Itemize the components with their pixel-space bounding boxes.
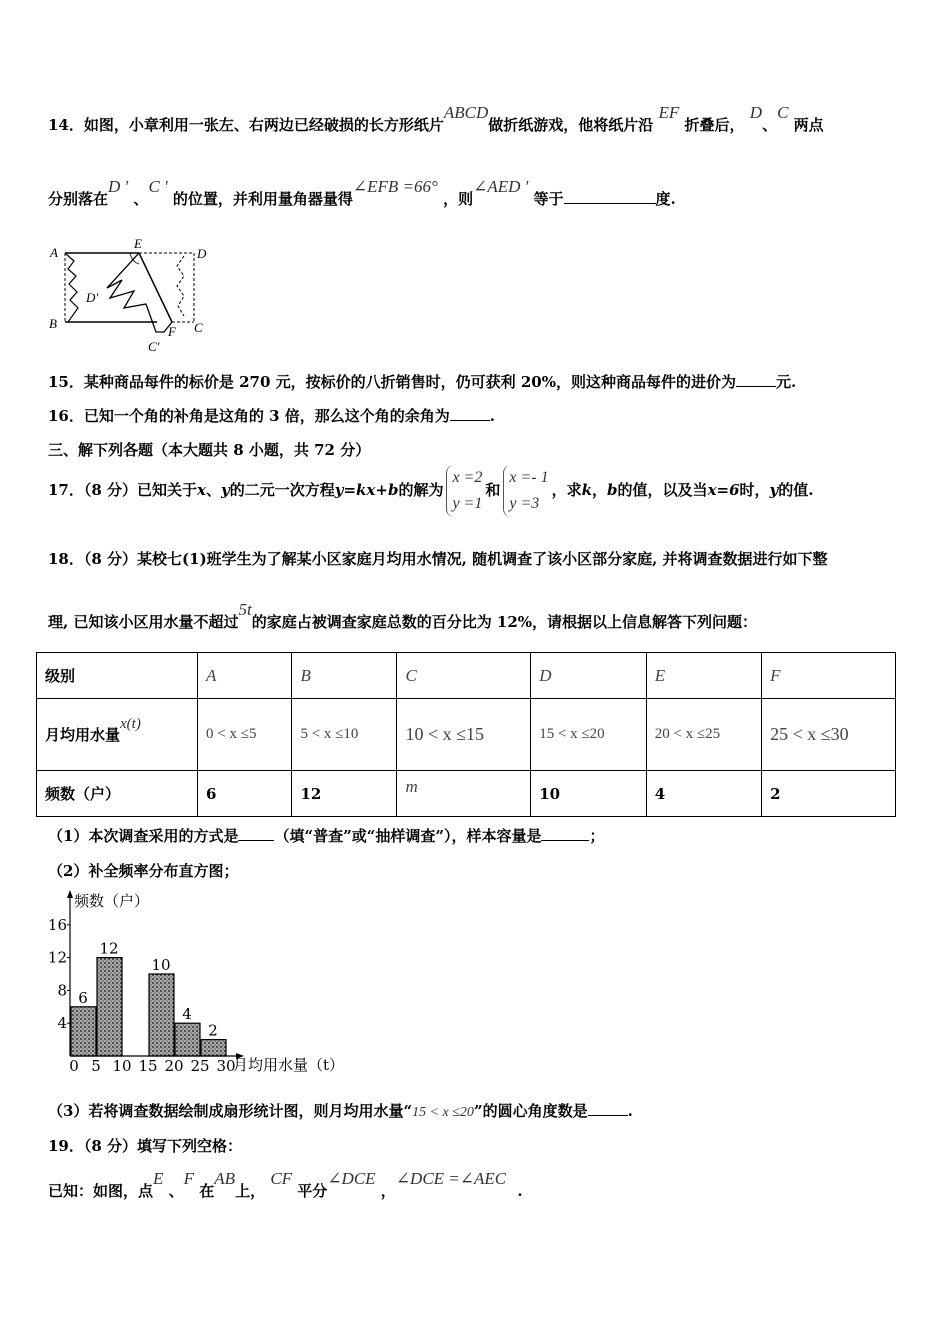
q18-line2: 理, 已知该小区用水量不超过5t的家庭占被调查家庭总数的百分比为 12%，请根据以上信息解答下列问题： <box>48 600 758 631</box>
fig-label-c: C <box>194 320 203 335</box>
answer-blank <box>238 826 274 841</box>
fig-label-cprime: C' <box>148 339 160 354</box>
answer-blank <box>588 1101 628 1116</box>
bar-data-label: 2 <box>208 1021 218 1040</box>
table-cell: B <box>292 653 397 699</box>
histogram-bar <box>97 958 122 1056</box>
answer-blank <box>564 189 656 204</box>
histogram-bar <box>71 1007 96 1056</box>
table-cell: 0 < x ≤5 <box>198 699 292 771</box>
math-dprime: D ' <box>108 177 129 196</box>
table-cell: 20 < x ≤25 <box>646 699 761 771</box>
section-3-heading: 三、解下列各题（本大题共 8 小题，共 72 分） <box>48 441 371 459</box>
q14-line2: 分别落在D ' 、C ' 的位置，并利用量角器量得∠EFB =66° ，则∠AED ' 等于 度. <box>48 177 676 208</box>
table-cell: 5 < x ≤10 <box>292 699 397 771</box>
table-cell: 6 <box>198 771 292 817</box>
fig-label-dprime: D' <box>86 290 99 305</box>
frequency-table <box>36 652 896 817</box>
table-cell: 频数（户） <box>37 771 198 817</box>
q19-given: 已知：如图，点E 、F 在AB上， CF 平分∠DCE ，∠DCE =∠AEC . <box>48 1169 523 1200</box>
table-row <box>37 771 896 817</box>
table-cell: F <box>762 653 896 699</box>
fig-label-a: A <box>50 245 58 260</box>
y-tick-label: 4 <box>57 1014 67 1033</box>
q18-line1: 18．（8 分）某校七(1)班学生为了解某小区家庭月均用水情况, 随机调查了该小区部分家庭, 并将调查数据进行如下整 <box>48 550 828 568</box>
table-cell: 10 <box>531 771 646 817</box>
math-ef: EF <box>658 103 680 122</box>
equation: y=kx+b <box>334 481 399 499</box>
y-axis-label: 频数（户） <box>74 892 150 910</box>
x-axis-label: 月均用水量（t） <box>233 1056 345 1074</box>
x-tick-label: 30 <box>216 1057 236 1075</box>
math-5t: 5t <box>238 600 252 619</box>
system-1: x =2 y =1 <box>446 465 482 517</box>
bar-data-label: 6 <box>78 988 88 1007</box>
histogram-chart <box>40 886 370 1082</box>
math-angle-aed: ∠AED ' <box>473 177 529 196</box>
table-cell: E <box>646 653 761 699</box>
math-abcd: ABCD <box>443 103 489 122</box>
table-cell: 10 < x ≤15 <box>397 699 531 771</box>
x-tick-label: 25 <box>190 1057 210 1075</box>
x-tick-label: 15 <box>138 1057 158 1075</box>
q14-figure <box>44 236 224 358</box>
histogram-bar <box>201 1040 226 1056</box>
math-c: C <box>777 103 789 122</box>
q18-part2: （2）补全频率分布直方图； <box>48 862 239 880</box>
table-cell: 4 <box>646 771 761 817</box>
q19-heading: 19．（8 分）填写下列空格： <box>48 1137 243 1155</box>
table-cell: A <box>198 653 292 699</box>
table-cell: 月均用水量x(t) <box>37 699 198 771</box>
bar-data-label: 12 <box>99 939 119 958</box>
table-cell: 25 < x ≤30 <box>762 699 896 771</box>
math-cprime: C ' <box>148 177 168 196</box>
math-angle-efb: ∠EFB =66° <box>352 177 438 196</box>
table-cell: m <box>397 771 531 817</box>
q18-part1: （1）本次调查采用的方式是 （填“普查”或“抽样调查”），样本容量是 ； <box>48 827 605 845</box>
x-tick-label: 10 <box>112 1057 132 1075</box>
y-tick-label: 16 <box>47 915 67 934</box>
q17: 17．（8 分）已知关于x、y的二元一次方程y=kx+b的解为x =2 y =1和x =- 1 y =3，求k，b的值，以及当x=6时，y的值. <box>48 462 813 518</box>
system-2: x =- 1 y =3 <box>503 465 548 517</box>
y-tick-label: 12 <box>47 948 67 967</box>
bar-data-label: 10 <box>151 956 171 974</box>
x-tick-label: 0 <box>69 1057 79 1075</box>
q16: 16．已知一个角的补角是这角的 3 倍，那么这个角的余角为 . <box>48 407 495 425</box>
table-cell: 级别 <box>37 653 198 699</box>
answer-blank <box>541 826 589 841</box>
q15: 15．某种商品每件的标价是 270 元，按标价的八折销售时，仍可获利 20%，则这种商品每件的进价为 元. <box>48 373 797 391</box>
table-cell: C <box>397 653 531 699</box>
answer-blank <box>450 406 490 421</box>
y-tick-label: 8 <box>57 981 67 1000</box>
q14-line1: 14．如图，小章利用一张左、右两边已经破损的长方形纸片ABCD做折纸游戏，他将纸片沿 EF 折叠后， D、C 两点 <box>48 103 824 134</box>
fig-label-d: D <box>197 246 207 261</box>
bar-data-label: 4 <box>182 1005 192 1024</box>
fig-label-b: B <box>49 316 57 331</box>
q18-part3: （3）若将调查数据绘制成扇形统计图，则月均用水量“15 < x ≤20”的圆心角度数是 . <box>48 1102 633 1120</box>
table-cell: 2 <box>762 771 896 817</box>
answer-blank <box>736 372 776 387</box>
table-cell: 12 <box>292 771 397 817</box>
table-row <box>37 653 896 699</box>
math-range: 15 < x ≤20 <box>412 1105 474 1120</box>
x-tick-label: 5 <box>91 1057 101 1075</box>
fig-label-e: E <box>134 236 142 251</box>
table-cell: 15 < x ≤20 <box>531 699 646 771</box>
math-d: D <box>749 103 763 122</box>
histogram-bar <box>149 974 174 1056</box>
x-tick-label: 20 <box>164 1057 184 1075</box>
table-cell: D <box>531 653 646 699</box>
fig-label-f: F <box>168 324 176 339</box>
histogram-bar <box>175 1023 200 1056</box>
y-axis-arrow <box>67 890 73 898</box>
table-row <box>37 699 896 771</box>
